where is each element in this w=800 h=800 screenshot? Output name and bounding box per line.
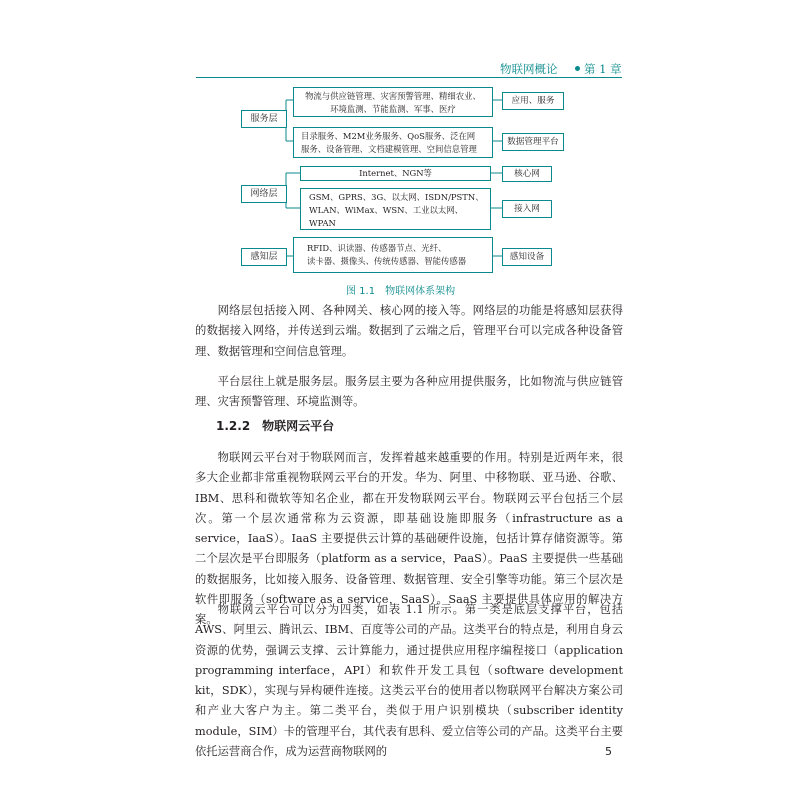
- paragraph-service-layer: 平台层往上就是服务层。服务层主要为各种应用提供服务，比如物流与供应链管理、灾害预警管理、环境监测等。: [195, 375, 623, 409]
- box-sensing-devices: [293, 237, 493, 273]
- running-header-title: 物联网概论: [500, 62, 558, 76]
- box-core-network: [300, 166, 491, 181]
- layer-perception: 感知层: [241, 248, 287, 266]
- section-heading: 1.2.2 物联网云平台: [216, 419, 335, 433]
- figure-caption: 图 1.1 物联网体系架构: [346, 286, 456, 297]
- box-access-network: [300, 188, 491, 230]
- layer-network: 网络层: [241, 185, 287, 203]
- page-number: 5: [605, 745, 612, 758]
- box-sensing-devices-line2: 读卡器、摄像头、传统传感器、智能传感器: [307, 256, 467, 266]
- paragraph-platform-categories: 物联网云平台可以分为四类，如表 1.1 所示。第一类是底层支撑平台，包括 AWS、阿里云、腾讯云、IBM、百度等公司的产品。这类平台的特点是，利用自身云资源的优势，强调云支撑、云计算能力，通过提供应用程序编程接口（application programming interface，API）和软件开发工具包（software development kit，SDK），实现与异构硬件连接。这类云平台的使用者以物联网平台解决方案公司和产业大客户为主。第二类平台，类似于用户识别模块（subscriber identity module，SIM）卡的管理平台，其代表有思科、爱立信等公司的产品。这类平台主要依托运营商合作，成为运营商物联网的: [195, 603, 623, 759]
- box-data-platform-line2: 服务、设备管理、文档建模管理、空间信息管理: [301, 144, 477, 154]
- label-applications-services: 应用、服务: [502, 92, 564, 110]
- paragraph-network-layer: 网络层包括接入网、各种网关、核心网的接入等。网络层的功能是将感知层获得的数据接入网络，并传送到云端。数据到了云端之后，管理平台可以完成各种设备管理、数据管理和空间信息管理。: [195, 304, 623, 358]
- box-data-platform-line1: 目录服务、M2M业务服务、QoS服务、泛在网: [301, 131, 476, 141]
- box-data-platform: [293, 127, 493, 158]
- box-applications-line1: 物流与供应链管理、灾害预警管理、精细农业、: [305, 91, 481, 101]
- label-data-management-platform: 数据管理平台: [502, 133, 564, 151]
- box-access-network-line2: WLAN、WiMax、WSN、工业以太网、: [309, 205, 464, 215]
- box-sensing-devices-line1: RFID、识读器、传感器节点、光纤、: [307, 243, 447, 253]
- label-access-network: 接入网: [502, 200, 552, 218]
- box-core-network-line1: Internet、NGN等: [359, 168, 432, 178]
- running-header-chapter: 第 1 章: [584, 62, 622, 76]
- label-sensing-devices: 感知设备: [502, 248, 552, 266]
- box-access-network-line1: GSM、GPRS、3G、以太网、ISDN/PSTN、: [309, 192, 484, 202]
- box-applications-line2: 环境监测、节能监测、军事、医疗: [330, 104, 456, 114]
- paragraph-cloud-platform: 物联网云平台对于物联网而言，发挥着越来越重要的作用。特别是近两年来，很多大企业都非常重视物联网云平台的开发。华为、阿里、中移物联、亚马逊、谷歌、IBM、思科和微软等知名企业，都在开发物联网云平台。物联网云平台包括三个层次。第一个层次通常称为云资源，即基础设施即服务（infrastructure as a service，IaaS）。IaaS 主要提供云计算的基础硬件设施，包括计算存储资源等。第二个层次是平台即服务（platform as a service，PaaS）。PaaS 主要提供一些基础的数据服务，比如接入服务、设备管理、数据管理、安全引擎等功能。第三个层次是软件即服务（software as a service，SaaS）。SaaS 主要提供具体应用的解决方案。: [195, 451, 623, 627]
- label-core-network: 核心网: [502, 166, 552, 182]
- box-access-network-line3: WPAN: [309, 218, 336, 228]
- layer-service: 服务层: [241, 110, 287, 128]
- box-applications: [293, 87, 493, 117]
